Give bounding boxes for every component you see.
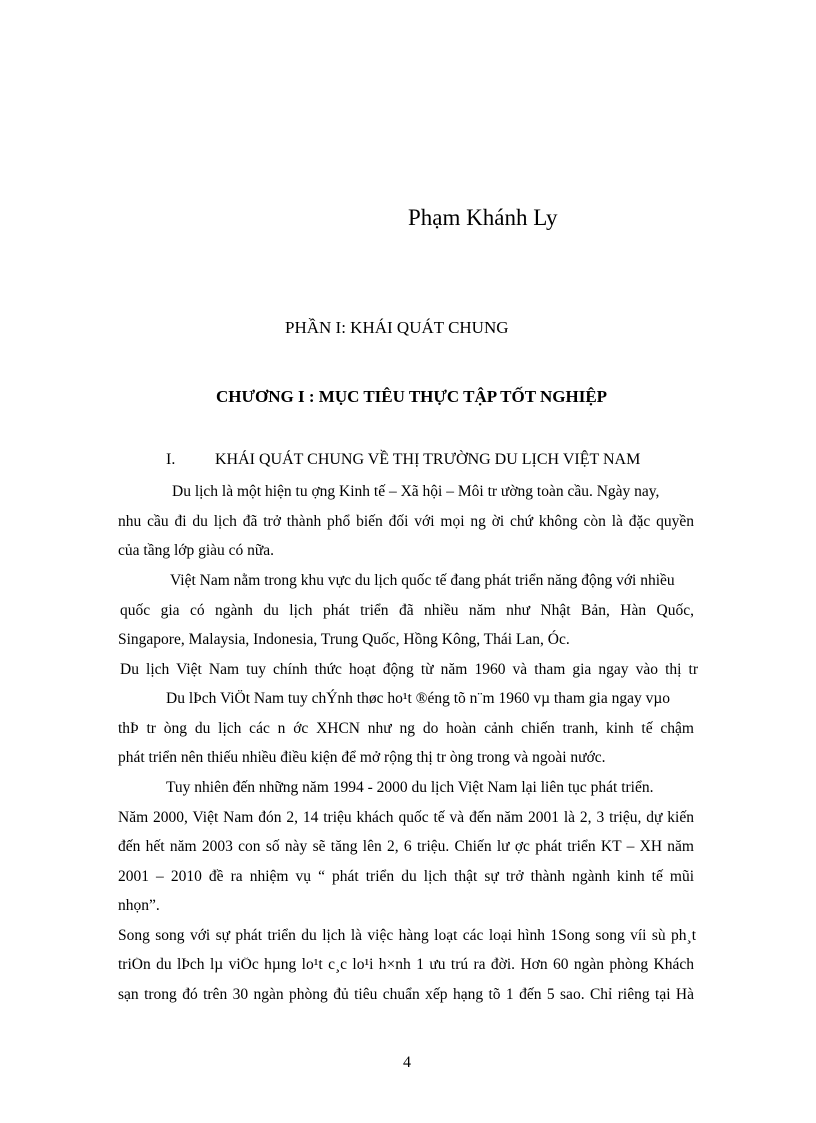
section-title: KHÁI QUÁT CHUNG VỀ THỊ TRƯỜNG DU LỊCH VIỆT NAM: [215, 451, 641, 468]
section-number: I.: [166, 451, 176, 468]
page-number: 4: [403, 1054, 411, 1071]
body-line: Du lịch Việt Nam tuy chính thức hoạt động từ năm 1960 và tham gia ngay vào thị tr: [120, 662, 698, 678]
body-line: triÓn du lÞch lµ viÖc hµng lo¹t c¸c lo¹i h×nh 1 ưu trú ra đời. Hơn 60 ngàn phòng Khách: [118, 957, 694, 973]
body-line: quốc gia có ngành du lịch phát triển đã nhiều năm như Nhật Bản, Hàn Quốc,: [120, 603, 694, 619]
body-line: nhọn”.: [118, 897, 160, 914]
body-line: 2001 – 2010 đề ra nhiệm vụ “ phát triển du lịch thật sự trở thành ngành kinh tế mũi: [118, 869, 694, 885]
body-line: Du lÞch ViÖt Nam tuy chÝnh thøc ho¹t ®éng tõ n¨m 1960 vµ tham gia ngay vµo: [166, 690, 671, 707]
body-line: Du lịch là một hiện tu ợng Kinh tế – Xã hội – Môi tr ường toàn cầu. Ngày nay,: [172, 483, 660, 500]
author-name: Phạm Khánh Ly: [408, 205, 558, 230]
body-line: Song song với sự phát triển du lịch là việc hàng loạt các loại hình 1Song song víi sù ph¸t: [118, 928, 696, 944]
body-line: Tuy nhiên đến những năm 1994 - 2000 du lịch Việt Nam lại liên tục phát triển.: [166, 779, 654, 796]
part-title: PHẦN I: KHÁI QUÁT CHUNG: [285, 318, 509, 337]
body-line: sạn trong đó trên 30 ngàn phòng đủ tiêu chuẩn xếp hạng tõ 1 đến 5 sao. Chỉ riêng tại Hà: [118, 987, 694, 1003]
body-line: Việt Nam nằm trong khu vực du lịch quốc tế đang phát triển năng động với nhiều: [170, 572, 675, 589]
body-line: nhu cầu đi du lịch đã trở thành phổ biến đối với mọi ng ời chứ không còn là đặc quyền: [118, 514, 694, 530]
body-line: Singapore, Malaysia, Indonesia, Trung Quốc, Hồng Kông, Thái Lan, Óc.: [118, 631, 570, 648]
body-line: đến hết năm 2003 con số này sẽ tăng lên 2, 6 triệu. Chiến lư ợc phát triển KT – XH năm: [118, 839, 694, 855]
body-line: phát triển nên thiếu nhiều điều kiện để mở rộng thị tr òng trong và ngoài nước.: [118, 749, 606, 766]
body-line: thÞ tr òng du lịch các n ớc XHCN như ng do hoàn cảnh chiến tranh, kinh tế chậm: [118, 721, 694, 737]
chapter-title: CHƯƠNG I : MỤC TIÊU THỰC TẬP TỐT NGHIỆP: [216, 387, 608, 406]
body-line: Năm 2000, Việt Nam đón 2, 14 triệu khách quốc tế và đến năm 2001 là 2, 3 triệu, dự kiến: [118, 810, 694, 826]
body-line: của tầng lớp giàu có nữa.: [118, 542, 275, 559]
